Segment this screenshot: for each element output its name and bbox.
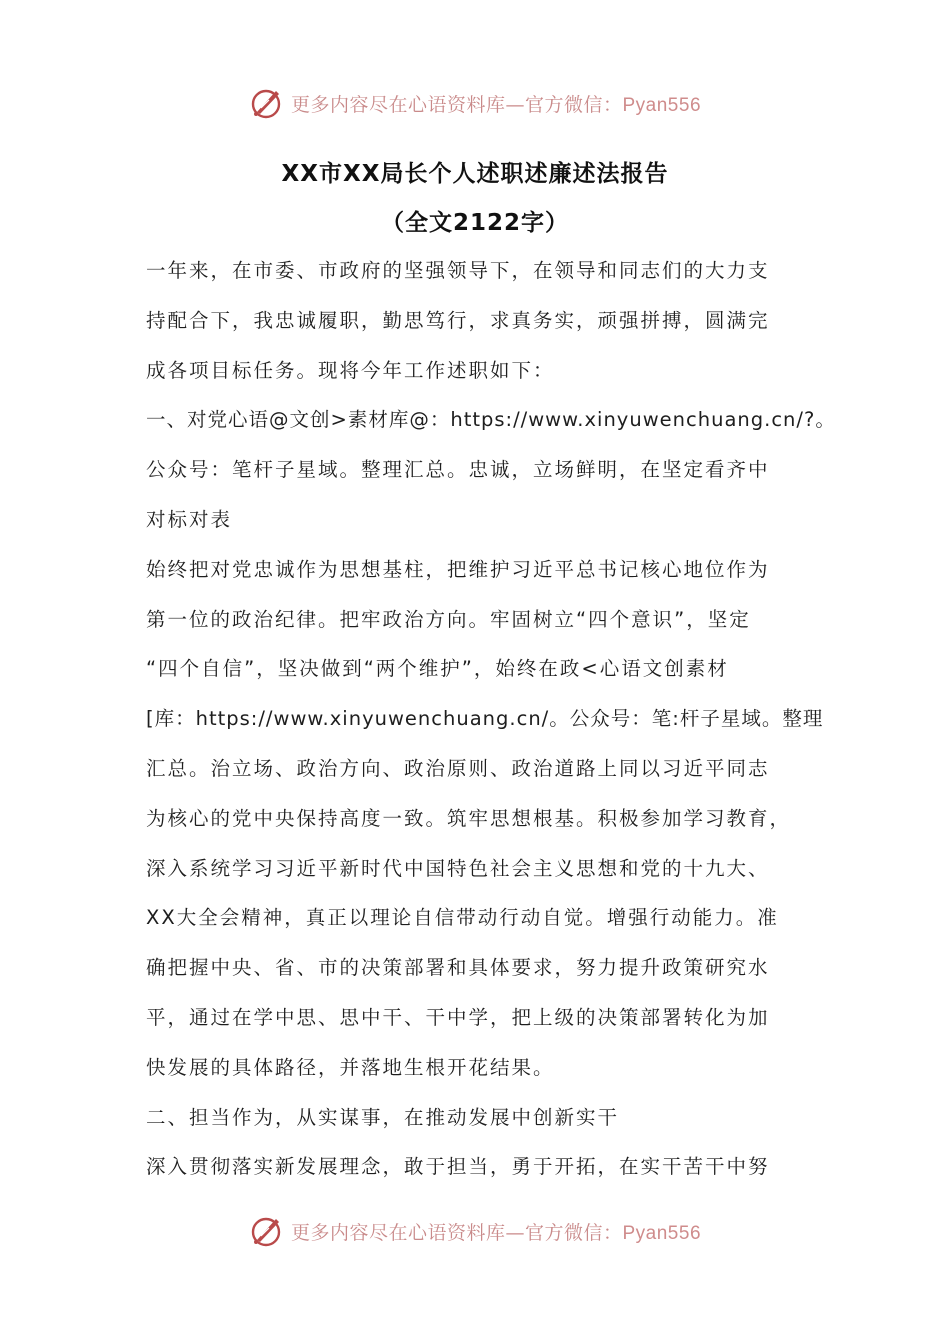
document-title: XX市XX局长个人述职述廉述法报告 (281, 161, 669, 187)
body-line: 一年来，在市委、市政府的坚强领导下，在领导和同志们的大力支 (146, 259, 770, 282)
quill-logo-icon (249, 85, 285, 121)
body-line: 对标对表 (146, 507, 233, 531)
body-line: 持配合下，我忠诚履职，勤思笃行，求真务实，顽强拼搏，圆满完 (146, 308, 770, 332)
section-heading-2: 二、担当作为，从实谋事，在推动发展中创新实干 (146, 1105, 620, 1129)
body-line: 快发展的具体路径，并落地生根开花结果。 (146, 1055, 555, 1079)
body-line: “四个自信”，坚决做到“两个维护”，始终在政<心语文创素材 (146, 657, 729, 681)
body-line: 深入贯彻落实新发展理念，敢于担当，勇于开拓，在实干苦干中努 (146, 1155, 770, 1179)
word-count-subtitle: （全文2122字） (380, 210, 569, 236)
body-line: 平，通过在学中思、思中干、干中学，把上级的决策部署转化为加 (146, 1005, 770, 1029)
body-line: 成各项目标任务。现将今年工作述职如下： (146, 358, 555, 382)
footer-watermark-banner (0, 1211, 950, 1251)
quill-logo-icon (249, 1213, 285, 1249)
body-line: 汇总。治立场、政治方向、政治原则、政治道路上同以习近平同志 (146, 756, 770, 780)
body-line: 始终把对党忠诚作为思想基柱，把维护习近平总书记核心地位作为 (146, 557, 770, 581)
document-body (146, 246, 836, 1192)
body-line: XX大全会精神，真正以理论自信带动行动自觉。增强行动能力。准 (146, 906, 779, 930)
header-watermark-banner (0, 83, 950, 123)
body-line: 深入系统学习习近平新时代中国特色社会主义思想和党的十九大、 (146, 856, 770, 880)
body-line: 公众号：笔杆子星域。整理汇总。忠诚，立场鲜明，在坚定看齐中 (146, 458, 770, 482)
watermark-text: 更多内容尽在心语资料库—官方微信：Pyan556 (290, 1221, 702, 1244)
body-line: 为核心的党中央保持高度一致。筑牢思想根基。积极参加学习教育， (146, 806, 792, 830)
body-line: 确把握中央、省、市的决策部署和具体要求，努力提升政策研究水 (146, 956, 770, 980)
body-line: [库：https://www.xinyuwenchuang.cn/。公众号：笔:杆子星域。整理 (146, 707, 824, 731)
body-line: 第一位的政治纪律。把牢政治方向。牢固树立“四个意识”，坚定 (146, 607, 751, 631)
section-heading-1: 一、对党心语@文创>素材库@：https://www.xinyuwenchuang.cn/?。 (146, 408, 836, 432)
watermark-text: 更多内容尽在心语资料库—官方微信：Pyan556 (290, 93, 702, 116)
